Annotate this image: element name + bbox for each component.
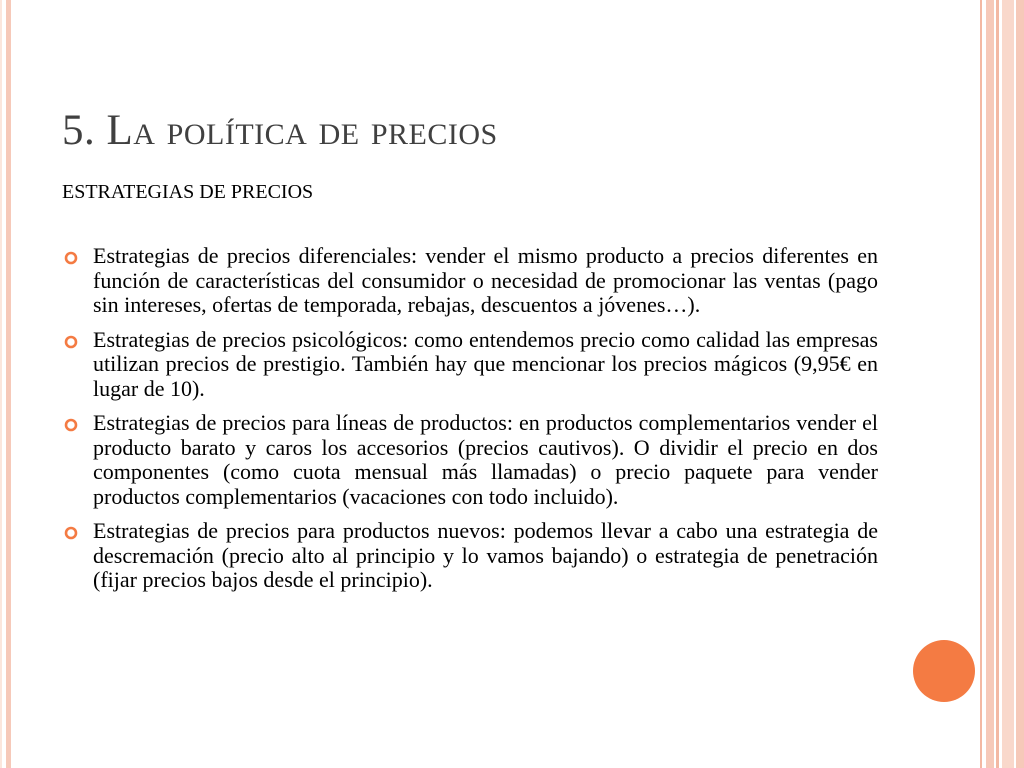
bullet-item	[62, 244, 878, 318]
left-decorative-stripe	[6, 0, 11, 768]
slide-subtitle: ESTRATEGIAS DE PRECIOS	[62, 181, 314, 203]
ring-bullet-icon	[64, 418, 78, 432]
right-decorative-stripes	[980, 0, 1024, 768]
bullet-item	[62, 328, 878, 402]
accent-circle	[913, 640, 975, 702]
slide-title: 5. La política de precios	[62, 107, 498, 154]
right-stripe	[986, 0, 994, 768]
left-decorative-stripe-thin	[0, 0, 2, 768]
bullet-item	[62, 519, 878, 593]
right-stripe	[996, 0, 999, 768]
bullet-item	[62, 411, 878, 509]
ring-bullet-icon	[64, 335, 78, 349]
ring-bullet-icon	[64, 251, 78, 265]
right-stripe	[1016, 0, 1024, 768]
ring-bullet-icon	[64, 526, 78, 540]
bullet-text: Estrategias de precios para productos nuevos: podemos llevar a cabo una estrategia de descremación (precio alto al principio y lo vamos bajando) o estrategia de penetración (fijar precios bajos desde el principio).	[93, 518, 878, 592]
right-stripe	[1002, 0, 1014, 768]
bullet-text: Estrategias de precios psicológicos: como entendemos precio como calidad las empresas utilizan precios de prestigio. También hay que mencionar los precios mágicos (9,95€ en lugar de 10).	[93, 326, 878, 401]
bullet-text: Estrategias de precios diferenciales: vender el mismo producto a precios diferentes en función de características del consumidor o necesidad de promocionar las ventas (pago sin intereses, ofertas de temporada, rebajas, descuentos a jóvenes…).	[93, 243, 878, 317]
bullet-list	[62, 244, 878, 603]
right-stripe	[980, 0, 982, 768]
bullet-text: Estrategias de precios para líneas de productos: en productos complementarios vender el producto barato y caros los accesorios (precios cautivos). O dividir el precio en dos componentes (como cuota mensual más llamadas) o precio paquete para vender productos complementarios (vacaciones con todo incluido).	[93, 410, 878, 509]
